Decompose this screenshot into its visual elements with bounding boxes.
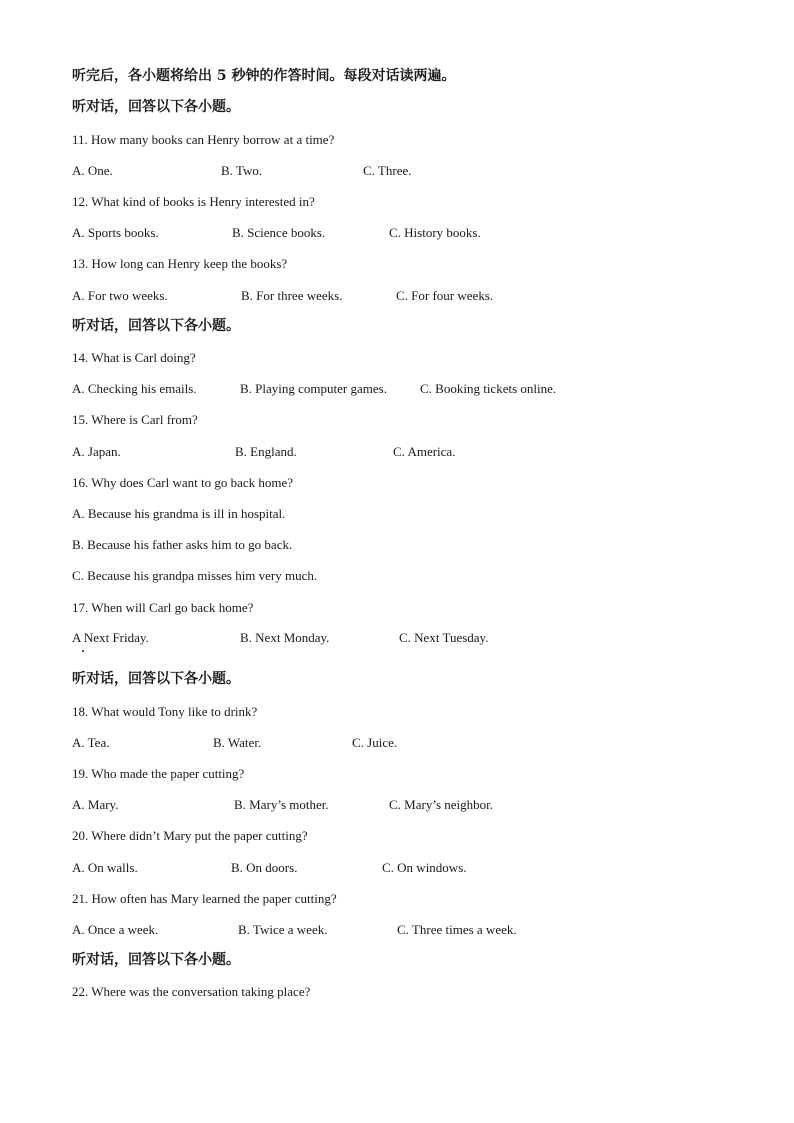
q17-option-b: B. Next Monday. bbox=[240, 630, 330, 645]
question-15: 15. Where is Carl from? bbox=[72, 412, 198, 427]
q11-option-b: B. Two. bbox=[221, 163, 263, 178]
q17-option-c: C. Next Tuesday. bbox=[399, 630, 489, 645]
question-14: 14. What is Carl doing? bbox=[72, 350, 196, 365]
question-18: 18. What would Tony like to drink? bbox=[72, 704, 258, 719]
q17-option-a: A Next Friday. bbox=[72, 630, 149, 645]
q16-option-b: B. Because his father asks him to go back. bbox=[72, 537, 293, 552]
q14-option-c: C. Booking tickets online. bbox=[420, 381, 557, 396]
q15-option-c: C. America. bbox=[393, 444, 456, 459]
q12-option-c: C. History books. bbox=[389, 225, 481, 240]
q13-option-c: C. For four weeks. bbox=[396, 288, 494, 303]
q15-option-b: B. England. bbox=[235, 444, 297, 459]
q15-option-a: A. Japan. bbox=[72, 444, 121, 459]
question-13: 13. How long can Henry keep the books? bbox=[72, 256, 288, 271]
q11-option-c: C. Three. bbox=[363, 163, 412, 178]
question-16: 16. Why does Carl want to go back home? bbox=[72, 475, 294, 490]
q16-option-c: C. Because his grandpa misses him very much. bbox=[72, 568, 318, 583]
q18-option-c: C. Juice. bbox=[352, 735, 398, 750]
q21-option-b: B. Twice a week. bbox=[238, 922, 328, 937]
q18-option-b: B. Water. bbox=[213, 735, 262, 750]
q20-option-c: C. On windows. bbox=[382, 860, 467, 875]
q16-option-a: A. Because his grandma is ill in hospital. bbox=[72, 506, 286, 521]
q13-option-b: B. For three weeks. bbox=[241, 288, 343, 303]
q20-option-b: B. On doors. bbox=[231, 860, 298, 875]
question-11: 11. How many books can Henry borrow at a time? bbox=[72, 132, 335, 147]
q21-option-c: C. Three times a week. bbox=[397, 922, 517, 937]
section-heading-3: 听对话，回答以下各小题。 bbox=[72, 671, 240, 687]
q14-option-a: A. Checking his emails. bbox=[72, 381, 197, 396]
question-17: 17. When will Carl go back home? bbox=[72, 600, 254, 615]
q11-option-a: A. One. bbox=[72, 163, 113, 178]
question-19: 19. Who made the paper cutting? bbox=[72, 766, 245, 781]
q14-option-b: B. Playing computer games. bbox=[240, 381, 387, 396]
stray-dot bbox=[82, 650, 84, 652]
question-21: 21. How often has Mary learned the paper cutting? bbox=[72, 891, 337, 906]
q12-option-b: B. Science books. bbox=[232, 225, 326, 240]
q12-option-a: A. Sports books. bbox=[72, 225, 159, 240]
q21-option-a: A. Once a week. bbox=[72, 922, 159, 937]
section-heading-4: 听对话，回答以下各小题。 bbox=[72, 952, 240, 968]
section-heading-2: 听对话，回答以下各小题。 bbox=[72, 318, 240, 334]
q18-option-a: A. Tea. bbox=[72, 735, 110, 750]
question-22: 22. Where was the conversation taking place? bbox=[72, 984, 311, 999]
q13-option-a: A. For two weeks. bbox=[72, 288, 168, 303]
q20-option-a: A. On walls. bbox=[72, 860, 138, 875]
q19-option-c: C. Mary’s neighbor. bbox=[389, 797, 493, 812]
instructions: 听完后，各小题将给出 5 秒钟的作答时间。每段对话读两遍。 bbox=[72, 68, 456, 84]
section-heading-1: 听对话，回答以下各小题。 bbox=[72, 99, 240, 115]
question-20: 20. Where didn’t Mary put the paper cutting? bbox=[72, 828, 308, 843]
q19-option-b: B. Mary’s mother. bbox=[234, 797, 329, 812]
question-12: 12. What kind of books is Henry interested in? bbox=[72, 194, 315, 209]
q19-option-a: A. Mary. bbox=[72, 797, 119, 812]
